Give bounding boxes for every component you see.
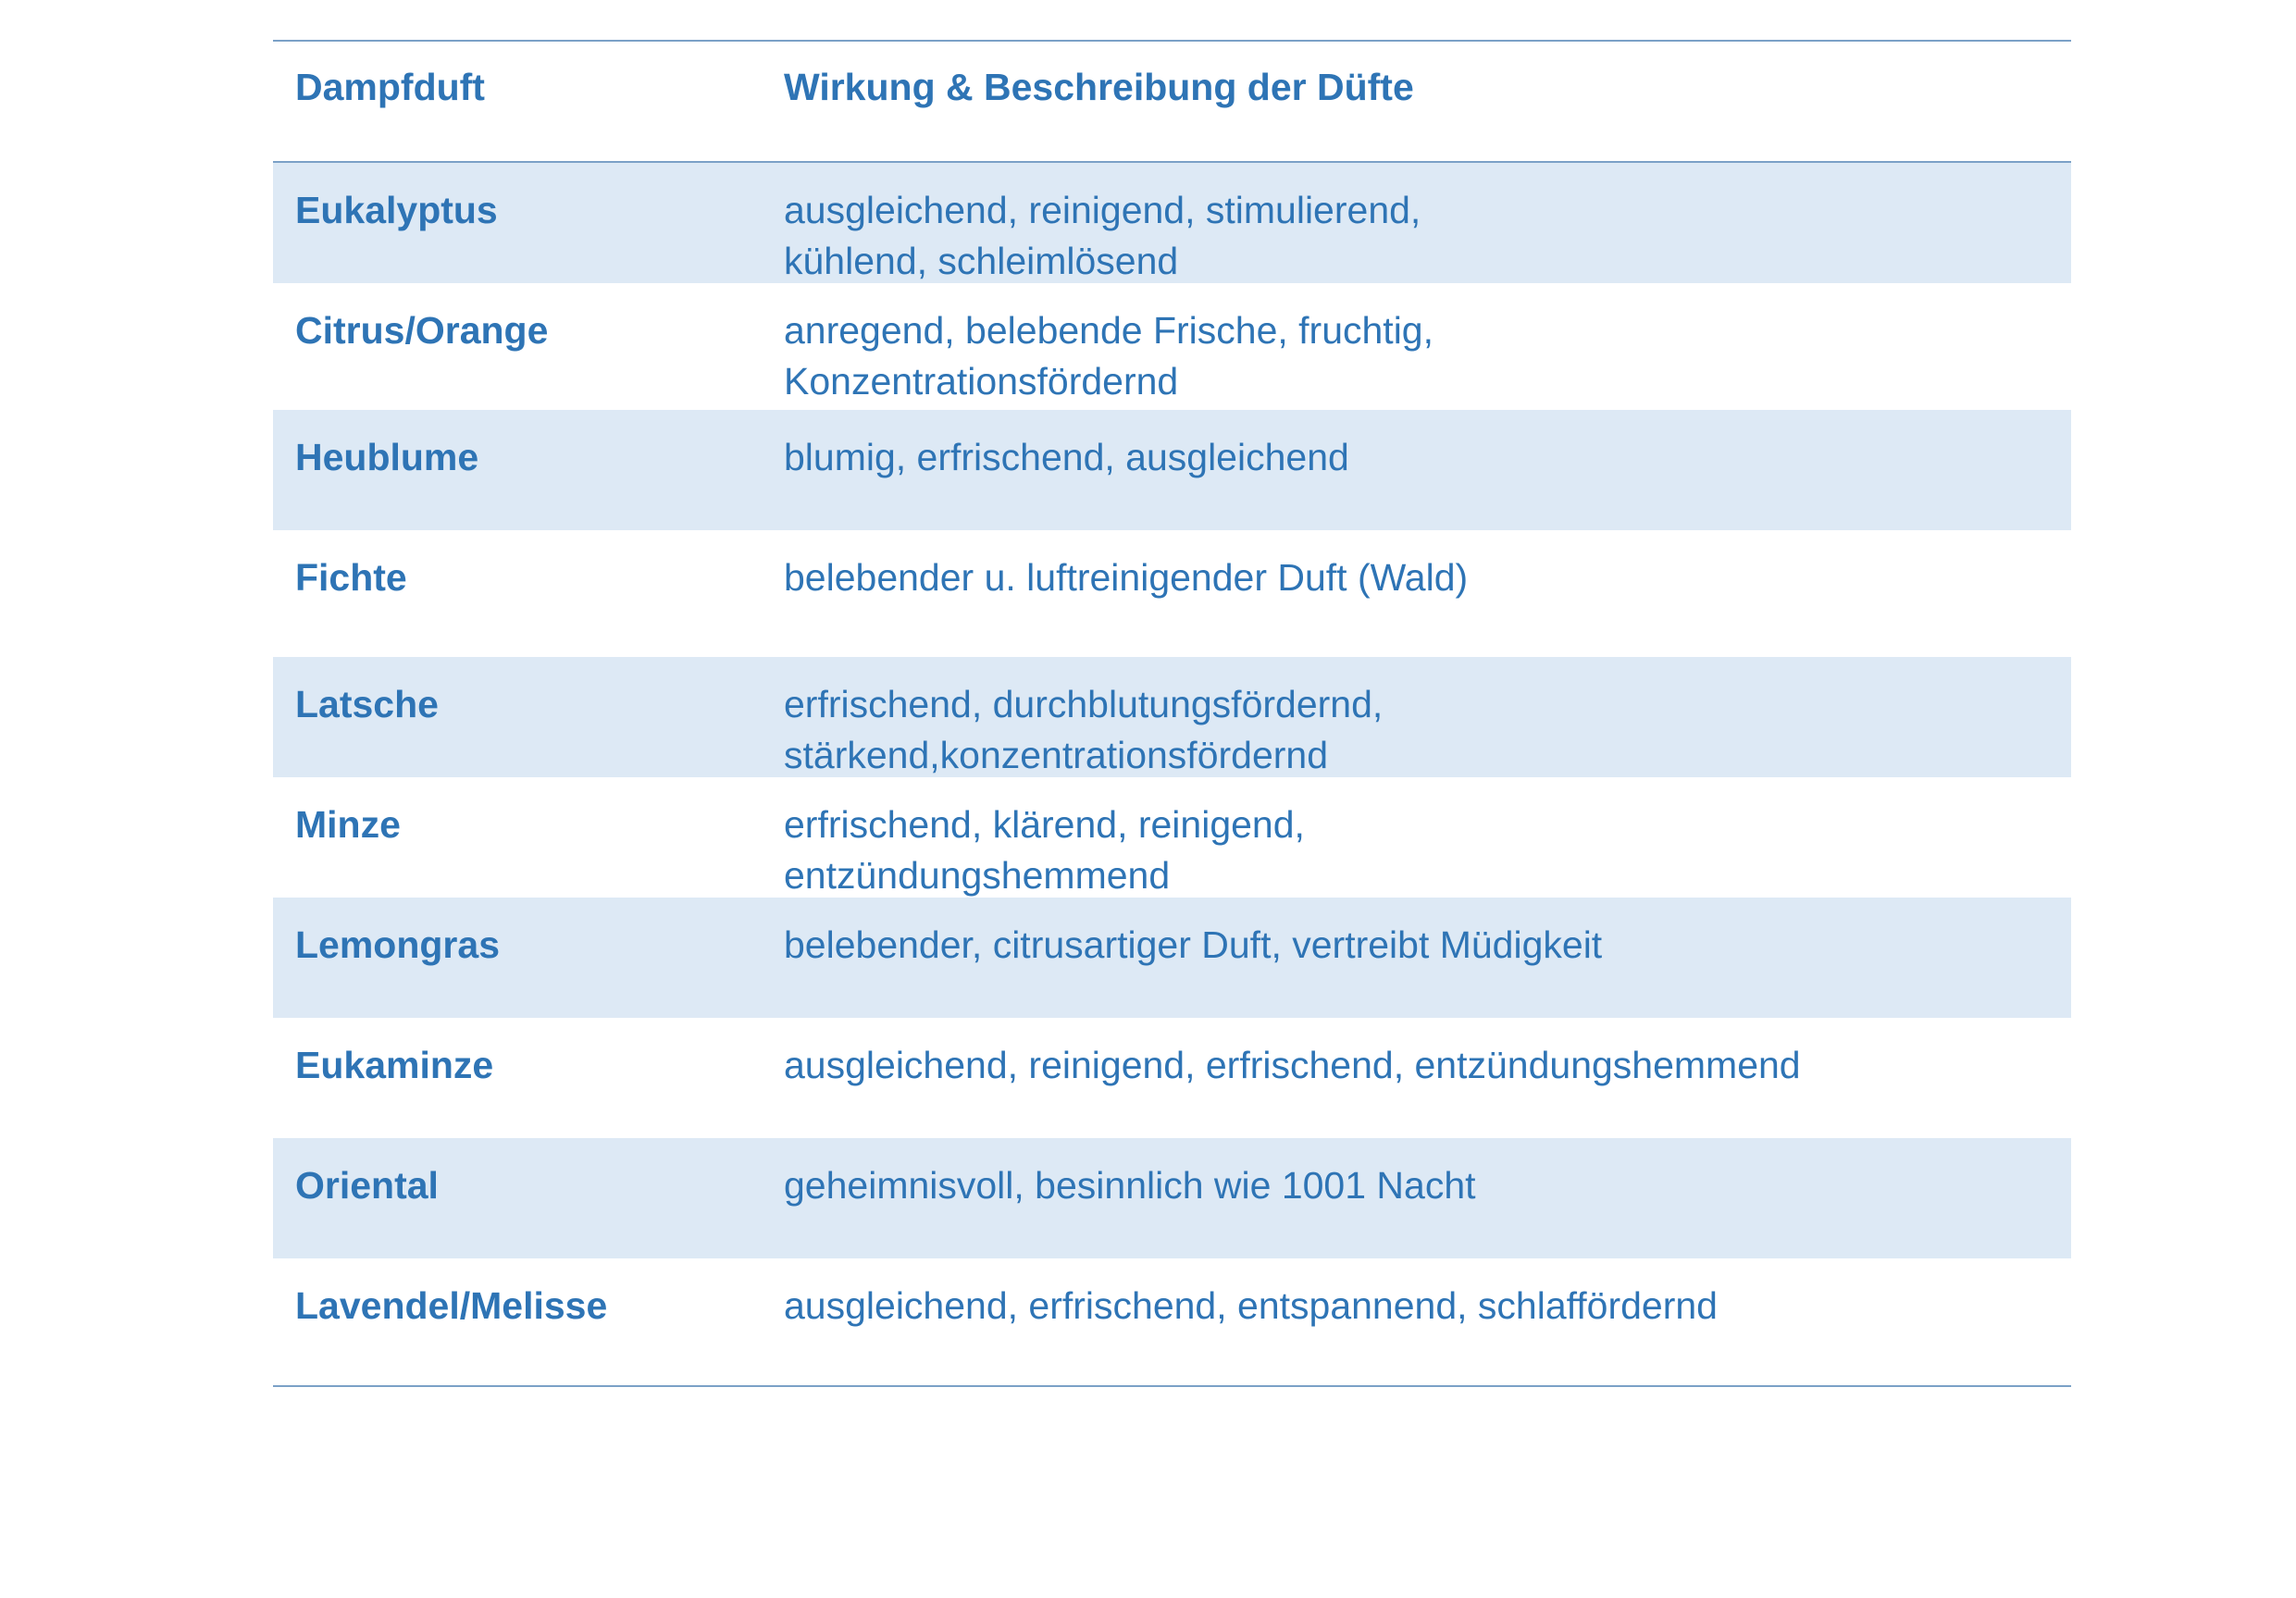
description-line: belebender u. luftreinigender Duft (Wald) bbox=[784, 556, 1469, 599]
scent-name: Fichte bbox=[295, 556, 407, 599]
description-line: anregend, belebende Frische, fruchtig, bbox=[784, 309, 1434, 352]
scent-description bbox=[784, 410, 2071, 530]
scent-description bbox=[784, 1258, 2071, 1385]
scent-description bbox=[784, 1138, 2071, 1258]
header-scent: Dampfduft bbox=[295, 66, 485, 108]
scent-name: Latsche bbox=[295, 683, 439, 725]
description-line: ausgleichend, erfrischend, entspannend, schlaffördernd bbox=[784, 1284, 1718, 1327]
description-line: ausgleichend, reinigend, erfrischend, entzündungshemmend bbox=[784, 1044, 1801, 1086]
description-line: entzündungshemmend bbox=[784, 854, 1171, 897]
description-line: belebender, citrusartiger Duft, vertreibt Müdigkeit bbox=[784, 923, 1603, 966]
scent-table bbox=[273, 40, 2071, 1387]
description-line: erfrischend, durchblutungsfördernd, bbox=[784, 683, 1384, 725]
scent-description bbox=[784, 530, 2071, 657]
description-line: erfrischend, klärend, reinigend, bbox=[784, 803, 1305, 846]
description-line: blumig, erfrischend, ausgleichend bbox=[784, 436, 1349, 478]
description-line: stärkend,konzentrationsfördernd bbox=[784, 734, 1329, 776]
table-row bbox=[273, 1138, 2071, 1258]
scent-description bbox=[784, 777, 2071, 898]
table-row bbox=[273, 283, 2071, 410]
table-row bbox=[273, 530, 2071, 657]
table-row bbox=[273, 777, 2071, 898]
table-row bbox=[273, 163, 2071, 283]
scent-name: Citrus/Orange bbox=[295, 309, 549, 352]
description-line: Konzentrationsfördernd bbox=[784, 360, 1179, 403]
description-line: ausgleichend, reinigend, stimulierend, bbox=[784, 189, 1421, 231]
description-line: geheimnisvoll, besinnlich wie 1001 Nacht bbox=[784, 1164, 1476, 1207]
scent-name: Lavendel/Melisse bbox=[295, 1284, 608, 1327]
scent-description bbox=[784, 898, 2071, 1018]
table-row bbox=[273, 1018, 2071, 1138]
table-row bbox=[273, 410, 2071, 530]
scent-description bbox=[784, 283, 2071, 410]
scent-description bbox=[784, 657, 2071, 777]
scent-description bbox=[784, 163, 2071, 283]
scent-name: Minze bbox=[295, 803, 401, 846]
header-effect: Wirkung & Beschreibung der Düfte bbox=[784, 66, 1414, 108]
table-header bbox=[273, 42, 2071, 163]
description-line: kühlend, schleimlösend bbox=[784, 240, 1179, 282]
scent-name: Eukalyptus bbox=[295, 189, 498, 231]
table-row bbox=[273, 657, 2071, 777]
table-row bbox=[273, 1258, 2071, 1385]
scent-name: Lemongras bbox=[295, 923, 500, 966]
table-row bbox=[273, 898, 2071, 1018]
scent-name: Oriental bbox=[295, 1164, 439, 1207]
scent-name: Eukaminze bbox=[295, 1044, 494, 1086]
scent-name: Heublume bbox=[295, 436, 479, 478]
scent-description bbox=[784, 1018, 2071, 1138]
